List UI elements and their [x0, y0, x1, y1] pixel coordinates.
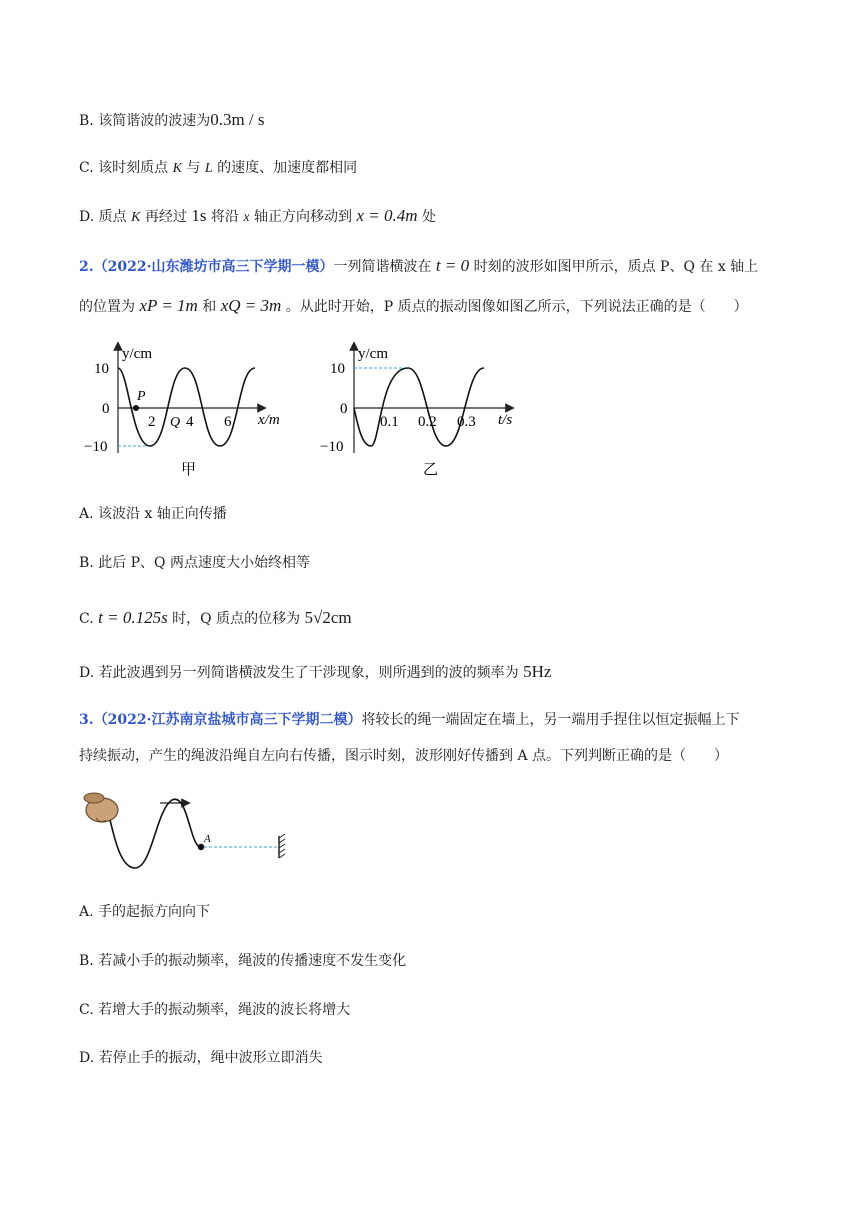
y-axis-label: y/cm: [122, 346, 152, 362]
q2-option-a: A. 该波沿 x 轴正向传播: [79, 506, 227, 522]
figure-b-caption: 乙: [423, 462, 439, 478]
rope-wave: [110, 799, 201, 868]
y-tick-0: 0: [102, 401, 110, 417]
q2-option-b: B. 此后 P、Q 两点速度大小始终相等: [79, 555, 310, 571]
y-axis-label: y/cm: [358, 346, 388, 362]
t-tick-02: 0.2: [418, 414, 437, 430]
y-tick-10: 10: [330, 361, 345, 377]
vibration-curve: [354, 368, 484, 446]
q2-figure-b: [318, 338, 538, 483]
q2-source: （2022·山东潍坊市高三下学期一模）: [93, 259, 334, 275]
x-tick-4: 4: [186, 414, 194, 430]
prev-option-c: C. 该时刻质点 K 与 L 的速度、加速度都相同: [79, 160, 358, 176]
point-q-label: Q: [170, 415, 181, 430]
q3-source: （2022·江苏南京盐城市高三下学期二模）: [93, 712, 362, 728]
t-tick-01: 0.1: [380, 414, 399, 430]
y-tick-neg10: −10: [84, 439, 108, 455]
point-a-label: A: [204, 833, 211, 845]
q2-stem-line1: 2.（2022·山东潍坊市高三下学期一模）一列简谐横波在 t = 0 时刻的波形如图甲所示，质点 P、Q 在 x 轴上: [79, 256, 759, 275]
q2-figure-a: [80, 338, 300, 483]
q3-option-b: B. 若减小手的振动频率，绳波的传播速度不发生变化: [79, 953, 407, 969]
point-p-label: P: [137, 389, 146, 404]
wall-icon: [279, 834, 285, 858]
x-tick-2: 2: [148, 414, 156, 430]
q2-option-c: C. t = 0.125s 时，Q 质点的位移为 5√2cm: [79, 608, 352, 627]
t-tick-03: 0.3: [457, 414, 476, 430]
t-axis-label: t/s: [498, 412, 513, 428]
prev-option-b: B. 该简谐波的波速为0.3m / s: [79, 110, 265, 129]
hand-icon: [84, 793, 118, 822]
x-axis-label: x/m: [258, 412, 280, 428]
figure-a-caption: 甲: [181, 462, 197, 478]
q2-stem-line2: 的位置为 xP = 1m 和 xQ = 3m 。从此时开始，P 质点的振动图像如图乙所示，下列说法正确的是（ ）: [79, 296, 748, 315]
q3-stem-line2: 持续振动，产生的绳波沿绳自左向右传播，图示时刻，波形刚好传播到 A 点。下列判断正确的是（ ）: [79, 748, 729, 764]
q3-stem-line1: 3.（2022·江苏南京盐城市高三下学期二模）将较长的绳一端固定在墙上，另一端用手捏住以恒定振幅上下: [79, 712, 740, 728]
q3-option-d: D. 若停止手的振动，绳中波形立即消失: [79, 1050, 323, 1066]
x-tick-6: 6: [224, 414, 232, 430]
y-tick-0: 0: [340, 401, 348, 417]
q3-rope-figure: [80, 790, 300, 880]
y-tick-10: 10: [94, 361, 109, 377]
q3-option-c: C. 若增大手的振动频率，绳波的波长将增大: [79, 1002, 351, 1018]
y-tick-neg10: −10: [320, 439, 344, 455]
point-p: [133, 405, 139, 411]
prev-option-d: D. 质点 K 再经过 1s 将沿 x 轴正方向移动到 x = 0.4m 处: [79, 206, 436, 225]
q2-option-d: D. 若此波遇到另一列简谐横波发生了干涉现象，则所遇到的波的频率为 5Hz: [79, 662, 552, 681]
q3-option-a: A. 手的起振方向向下: [79, 904, 211, 920]
